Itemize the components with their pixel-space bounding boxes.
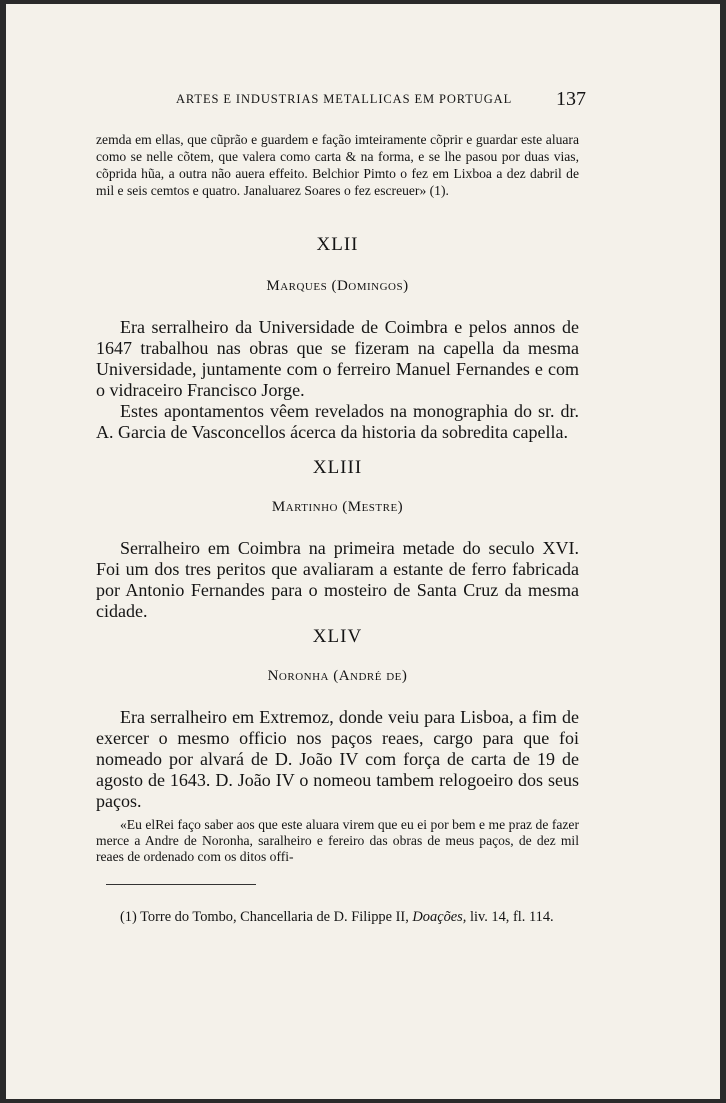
section-name-martinho: Martinho (Mestre) [271, 499, 404, 515]
running-title: ARTES E INDUSTRIAS METALLICAS EM PORTUGAL [176, 92, 513, 106]
footnote-divider [106, 884, 256, 885]
quote-text: «Eu elRei faço saber aos que este aluara virem que eu ei por bem e me praz de fazer merce a Andre de Noronha, saralheiro e fereiro das obras de meus paços, de dez mil reaes de ordenado com os ditos offi- [96, 817, 579, 864]
footnote-marker: (1) [120, 909, 137, 925]
section-name-marques: Marques (Domingos) [266, 278, 409, 294]
quote-block [96, 817, 579, 865]
paragraph: Era serralheiro da Universidade de Coimbra e pelos annos de 1647 trabalhou nas obras que se fizeram na capella da mesma Universidade, juntamente com o ferreiro Manuel Fernandes e com o vidraceiro Francisco Jorge. [96, 317, 579, 400]
section-number-xlii: XLII [316, 234, 359, 255]
footnote-tail: liv. 14, fl. 114. [469, 909, 554, 925]
footnote-text [96, 908, 579, 926]
footnote [96, 908, 579, 926]
footnote-italic: Doações, [412, 909, 467, 925]
section-xlii-body [96, 317, 579, 443]
paragraph: Era serralheiro em Extremoz, donde veiu para Lisboa, a fim de exercer o mesmo officio nos paços reaes, cargo para que foi nomeado por alvará de D. João IV com força de carta de 19 de agosto de 1643. D. João IV o nomeou tambem relogoeiro dos seus paços. [96, 707, 579, 811]
paragraph: Estes apontamentos vêem revelados na monographia do sr. dr. A. Garcia de Vasconcellos ácerca da historia da sobredita capella. [96, 401, 579, 442]
intro-paragraph-block [96, 131, 579, 199]
page-number: 137 [556, 88, 586, 110]
section-number-xliv: XLIV [312, 626, 363, 647]
section-xliv-body [96, 707, 579, 812]
footnote-source: Torre do Tombo, Chancellaria de D. Filippe II, [140, 909, 409, 925]
section-name-noronha: Noronha (André de) [267, 668, 408, 684]
section-xliii-body [96, 538, 579, 622]
running-header [176, 88, 586, 110]
intro-paragraph: zemda em ellas, que cũprão e guardem e fação imteiramente cõprir e guardar este aluara como se nelle cõtem, que valera como carta & na forma, e se lhe pasou por duas vias, cõprida hũa, a outra não auera effeito. Belchior Pimto o fez em Lixboa a dez dabril de mil e seis cemtos e quatro. Janaluarez Soares o fez escreuer» (1). [96, 132, 579, 198]
section-number-xliii: XLIII [312, 457, 363, 478]
book-page [6, 4, 720, 1099]
paragraph: Serralheiro em Coimbra na primeira metade do seculo XVI. Foi um dos tres peritos que avaliaram a estante de ferro fabricada por Antonio Fernandes para o mosteiro de Santa Cruz da mesma cidade. [96, 538, 579, 621]
